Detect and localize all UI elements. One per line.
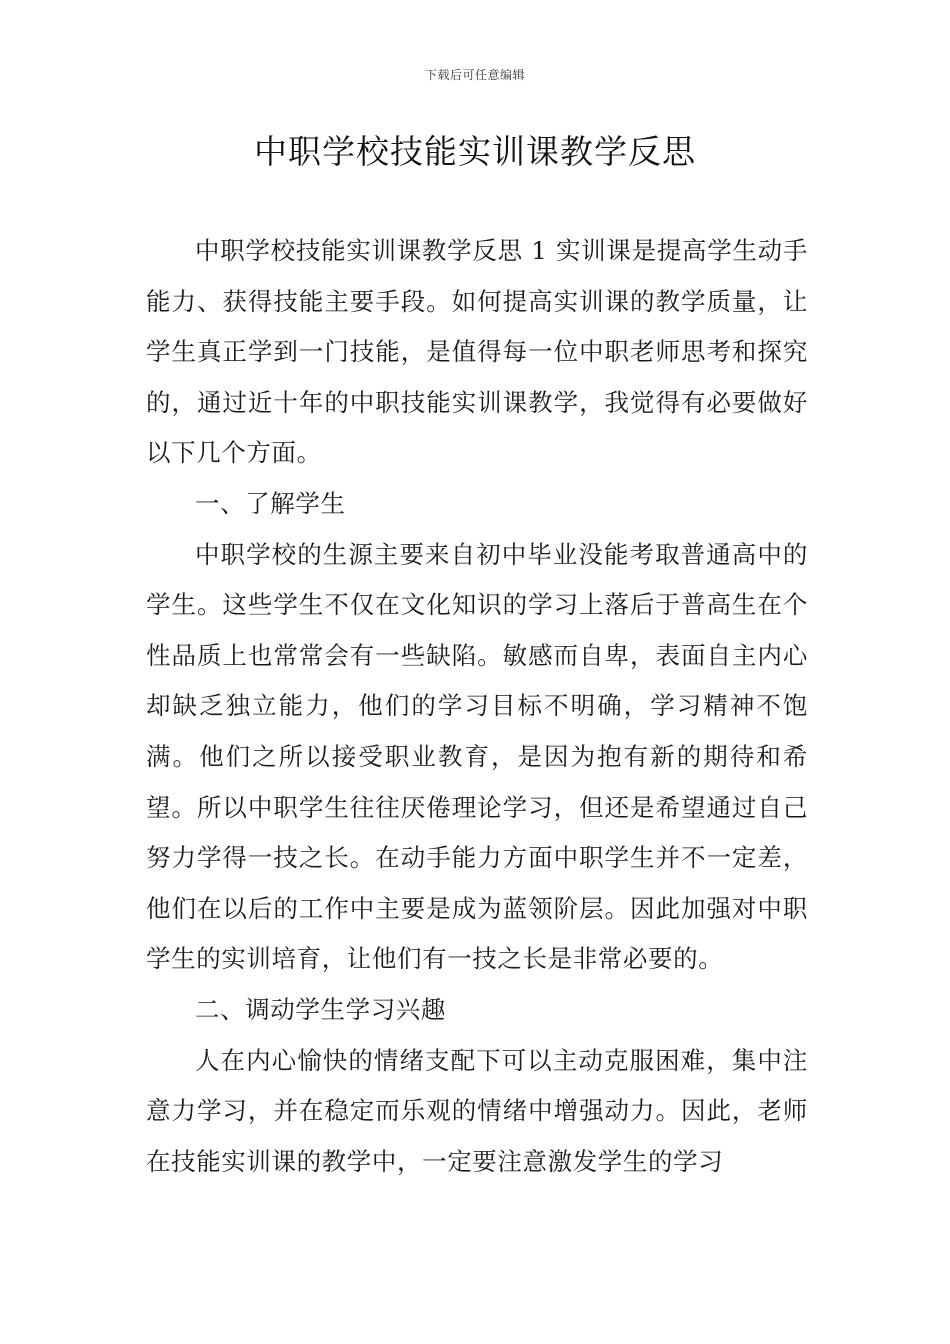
paragraph-intro: 中职学校技能实训课教学反思 1 实训课是提高学生动手能力、获得技能主要手段。如何提高实训课的教学质量，让学生真正学到一门技能，是值得每一位中职老师思考和探究的，通过近十年的中职技能实训课教学，我觉得有必要做好以下几个方面。 xyxy=(146,236,808,468)
section-heading-1: 一、了解学生 xyxy=(195,488,346,518)
document-body xyxy=(146,226,808,1187)
header-note: 下载后可任意编辑 xyxy=(424,68,525,82)
section-heading-2: 二、调动学生学习兴趣 xyxy=(195,994,446,1024)
paragraph-students: 中职学校的生源主要来自初中毕业没能考取普通高中的学生。这些学生不仅在文化知识的学习上落后于普高生在个性品质上也常常会有一些缺陷。敏感而自卑，表面自主内心却缺乏独立能力，他们的学习目标不明确，学习精神不饱满。他们之所以接受职业教育，是因为抱有新的期待和希望。所以中职学生往往厌倦理论学习，但还是希望通过自己努力学得一技之长。在动手能力方面中职学生并不一定差，他们在以后的工作中主要是成为蓝领阶层。因此加强对中职学生的实训培育，让他们有一技之长是非常必要的。 xyxy=(146,539,808,974)
document-title: 中职学校技能实训课教学反思 xyxy=(254,132,696,171)
paragraph-interest: 人在内心愉快的情绪支配下可以主动克服困难，集中注意力学习，并在稳定而乐观的情绪中增强动力。因此，老师在技能实训课的教学中，一定要注意激发学生的学习 xyxy=(146,1045,808,1176)
